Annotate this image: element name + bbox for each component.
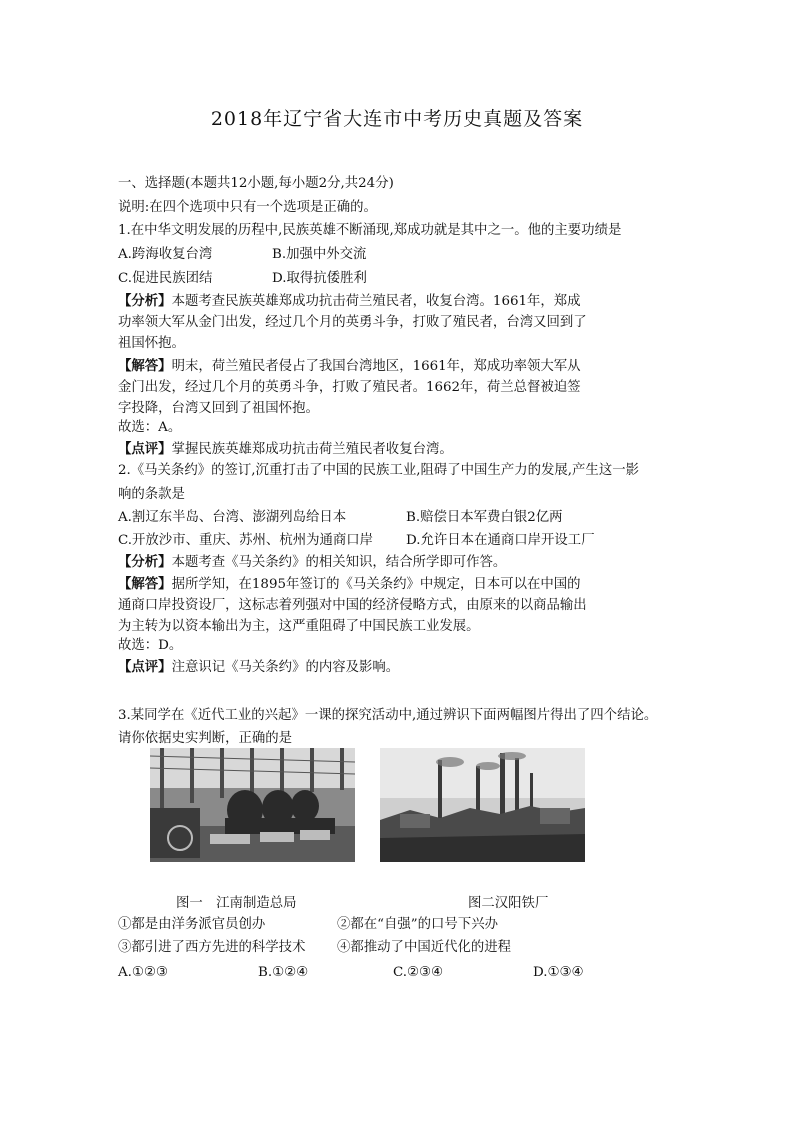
figure-hanyang-ironworks-photo (380, 748, 585, 862)
q1-comment-tag: 【点评】 (118, 441, 172, 457)
q2-option-b: B.赔偿日本军费白银2亿两 (406, 510, 563, 525)
q2-analysis (118, 552, 506, 573)
q3-statement-4: ④都推动了中国近代化的进程 (337, 940, 512, 955)
section-heading: 一、选择题(本题共12小题,每小题2分,共24分) (118, 176, 394, 191)
q3-option-a: A.①②③ (118, 965, 168, 980)
q1-analysis-line-1 (118, 291, 581, 312)
q1-answer-line-2: 金门出发，经过几个月的英勇斗争，打败了殖民者。1662年，荷兰总督被迫签 (118, 380, 581, 395)
q1-option-b: B.加强中外交流 (272, 247, 367, 262)
figure-2-caption: 图二汉阳铁厂 (468, 896, 549, 911)
q1-comment-text: 掌握民族英雄郑成功抗击荷兰殖民者收复台湾。 (171, 442, 453, 457)
q1-answer-text: 明末，荷兰殖民者侵占了我国台湾地区，1661年，郑成功率领大军从 (171, 359, 581, 374)
page-title: 2018年辽宁省大连市中考历史真题及答案 (210, 108, 584, 130)
q1-comment (118, 439, 453, 460)
instruction-text: 说明:在四个选项中只有一个选项是正确的。 (118, 200, 377, 215)
q2-comment-tag: 【点评】 (118, 659, 172, 675)
q1-choice: 故选：A。 (118, 420, 182, 435)
q3-statement-1: ①都是由洋务派官员创办 (118, 917, 266, 932)
q2-analysis-tag: 【分析】 (118, 554, 172, 570)
factory-interior-illustration (150, 748, 355, 862)
q1-stem: 1.在中华文明发展的历程中,民族英雄不断涌现,郑成功就是其中之一。他的主要功绩是 (118, 223, 622, 238)
q1-option-a: A.跨海收复台湾 (118, 247, 213, 262)
q3-stem-line-1: 3.某同学在《近代工业的兴起》一课的探究活动中,通过辨识下面两幅图片得出了四个结论。 (118, 708, 658, 723)
q2-answer-line-2: 通商口岸投资设厂，这标志着列强对中国的经济侵略方式，由原来的以商品输出 (118, 598, 587, 613)
q1-analysis-line-3: 祖国怀抱。 (118, 336, 185, 351)
q2-option-d: D.允许日本在通商口岸开设工厂 (406, 533, 595, 548)
q3-option-d: D.①③④ (533, 965, 584, 980)
q2-analysis-text: 本题考查《马关条约》的相关知识，结合所学即可作答。 (171, 555, 507, 570)
q3-option-c: C.②③④ (393, 965, 444, 980)
q3-option-b: B.①②④ (258, 965, 309, 980)
q2-stem-line-2: 响的条款是 (118, 487, 185, 502)
figure-1-caption: 图一 江南制造总局 (176, 896, 297, 911)
q2-choice: 故选：D。 (118, 638, 183, 653)
q2-stem-line-1: 2.《马关条约》的签订,沉重打击了中国的民族工业,阻碍了中国生产力的发展,产生这一影 (118, 463, 639, 478)
q1-answer-line-3: 字投降，台湾又回到了祖国怀抱。 (118, 401, 319, 416)
q1-analysis-text: 本题考查民族英雄郑成功抗击荷兰殖民者，收复台湾。1661年，郑成 (171, 294, 581, 309)
q2-option-a: A.割辽东半岛、台湾、澎湖列岛给日本 (118, 510, 347, 525)
q1-answer-line-1 (118, 356, 581, 377)
q2-answer-line-1 (118, 574, 581, 595)
q3-stem-line-2: 请你依据史实判断，正确的是 (118, 731, 293, 746)
q2-answer-tag: 【解答】 (118, 576, 172, 592)
q1-option-d: D.取得抗倭胜利 (272, 271, 367, 286)
q3-statement-2: ②都在“自强”的口号下兴办 (337, 917, 498, 932)
q3-statement-3: ③都引进了西方先进的科学技术 (118, 940, 306, 955)
q1-analysis-line-2: 功率领大军从金门出发，经过几个月的英勇斗争，打败了殖民者，台湾又回到了 (118, 315, 587, 330)
ironworks-illustration (380, 748, 585, 862)
q1-analysis-tag: 【分析】 (118, 293, 172, 309)
q2-option-c: C.开放沙市、重庆、苏州、杭州为通商口岸 (118, 533, 374, 548)
q2-comment-text: 注意识记《马关条约》的内容及影响。 (171, 660, 400, 675)
q2-answer-text: 据所学知，在1895年签订的《马关条约》中规定，日本可以在中国的 (171, 577, 581, 592)
q1-answer-tag: 【解答】 (118, 358, 172, 374)
figure-jiangnan-arsenal-photo (150, 748, 355, 862)
q2-comment (118, 657, 399, 678)
q1-option-c: C.促进民族团结 (118, 271, 213, 286)
q2-answer-line-3: 为主转为以资本输出为主，这严重阻碍了中国民族工业发展。 (118, 619, 480, 634)
